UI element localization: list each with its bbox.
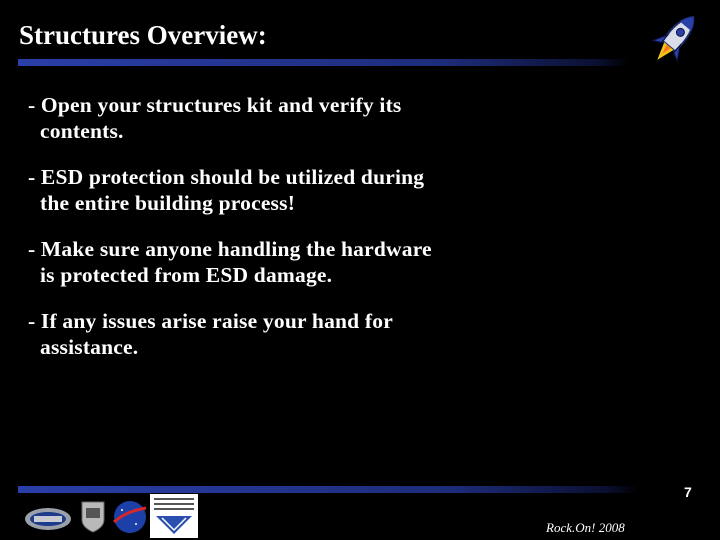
rocket-icon <box>642 8 706 72</box>
bullet-item: - Make sure anyone handling the hardware is protected from ESD damage. <box>28 237 432 287</box>
footer-label: Rock.On! 2008 <box>546 520 625 535</box>
footer-logos <box>0 494 220 540</box>
bullet-item: - ESD protection should be utilized during the entire building process! <box>28 165 425 215</box>
slide-title: Structures Overview: <box>19 20 267 50</box>
cosgc-logo <box>24 506 72 532</box>
bullet-list <box>26 92 446 380</box>
bullet-item: - If any issues arise raise your hand for assistance. <box>28 309 393 359</box>
footer-divider <box>18 486 638 493</box>
nasa-logo <box>112 500 148 534</box>
bullet-item: - Open your structures kit and verify its contents. <box>28 93 402 143</box>
title-divider <box>18 59 628 66</box>
colorado-logo <box>78 500 108 534</box>
space-grant-consortium-logo <box>150 494 198 538</box>
page-number: 7 <box>684 484 692 500</box>
